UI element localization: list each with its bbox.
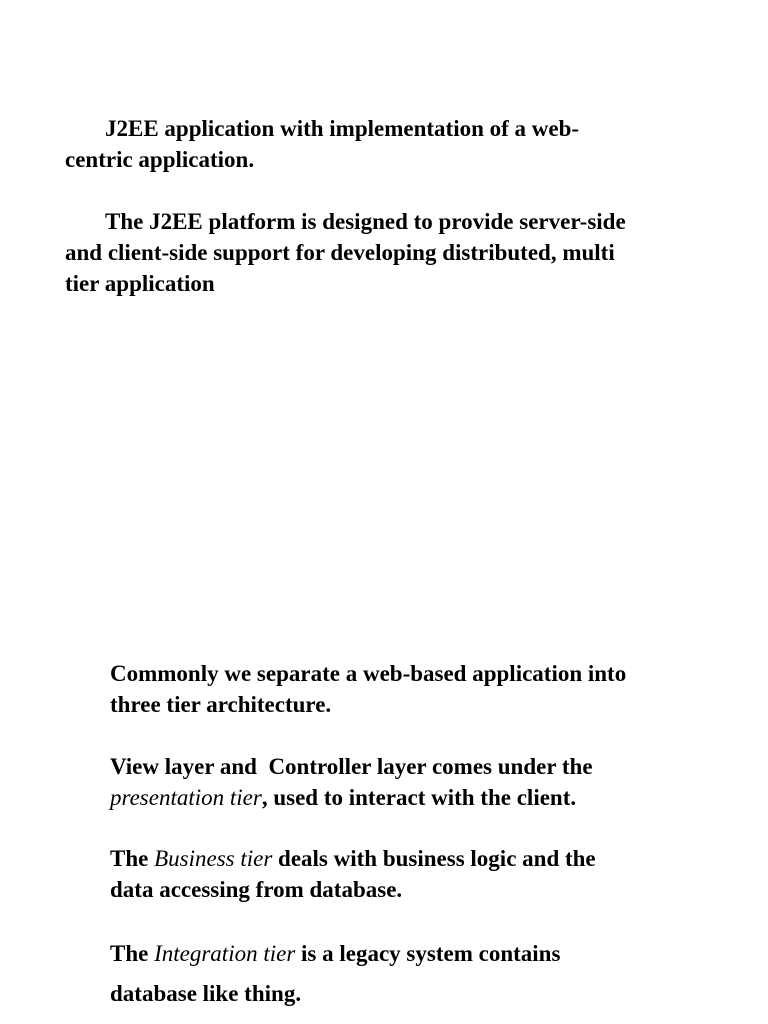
- intro-paragraph: [65, 113, 705, 175]
- presentation-line-2-rest: , used to interact with the client.: [261, 785, 577, 810]
- presentation-tier-paragraph: [110, 751, 730, 813]
- intro-line-2: centric application.: [65, 147, 255, 172]
- platform-line-2: and client-side support for developing distributed, multi: [65, 240, 615, 265]
- integration-tier-paragraph: [110, 934, 730, 1014]
- integration-tier-term: Integration tier: [154, 941, 296, 966]
- platform-paragraph: [65, 206, 705, 299]
- integration-line-1-rest: is a legacy system contains: [295, 941, 561, 966]
- separation-paragraph: [110, 658, 730, 720]
- business-line-1-rest: deals with business logic and the: [272, 846, 596, 871]
- intro-line-1: J2EE application with implementation of a web-: [105, 116, 580, 141]
- integration-line-2: database like thing.: [110, 981, 302, 1006]
- presentation-line-1: View layer and Controller layer comes under the: [110, 754, 593, 779]
- presentation-tier-term: presentation tier: [110, 785, 262, 810]
- integration-prefix: The: [110, 941, 155, 966]
- platform-line-1: The J2EE platform is designed to provide server-side: [105, 209, 626, 234]
- separation-line-2: three tier architecture.: [110, 692, 332, 717]
- business-line-2: data accessing from database.: [110, 877, 403, 902]
- platform-line-3: tier application: [65, 271, 215, 296]
- business-tier-term: Business tier: [154, 846, 273, 871]
- business-tier-paragraph: [110, 843, 730, 905]
- business-prefix: The: [110, 846, 155, 871]
- separation-line-1: Commonly we separate a web-based application into: [110, 661, 627, 686]
